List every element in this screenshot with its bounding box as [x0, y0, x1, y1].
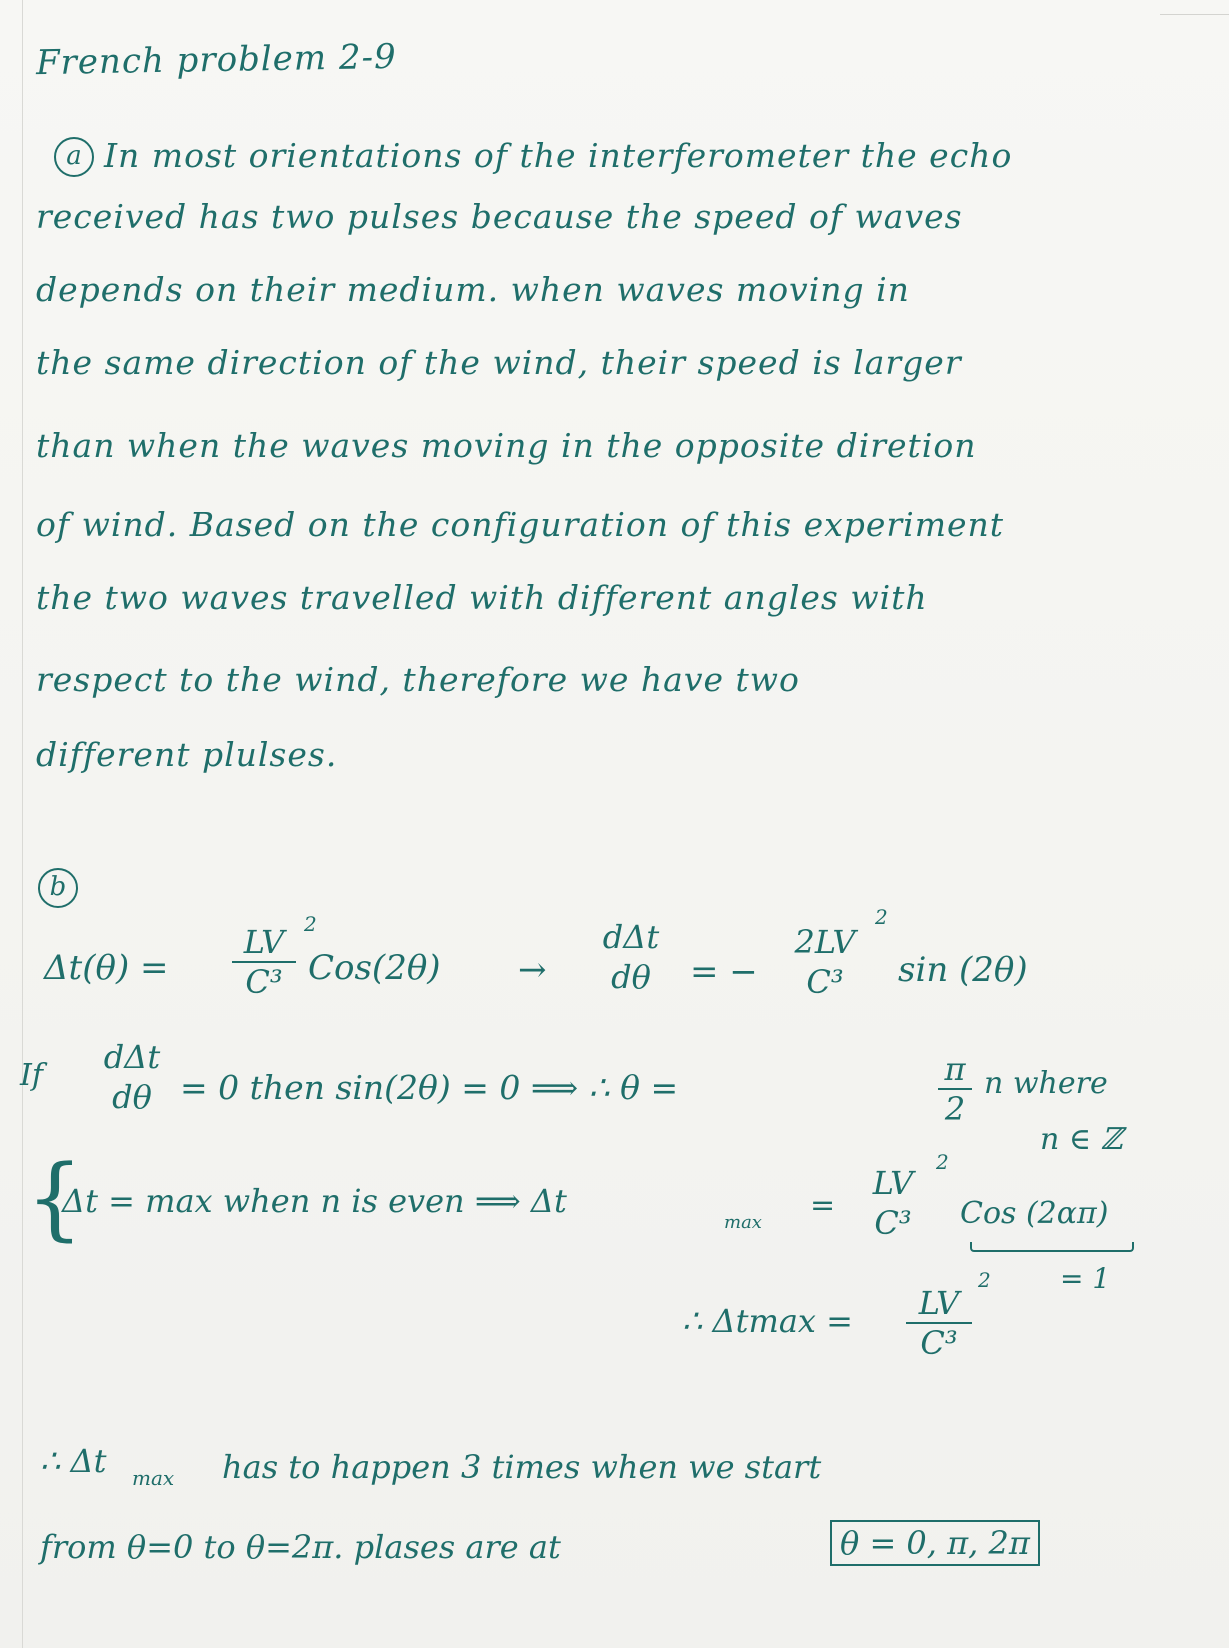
case-brace: { — [26, 1146, 84, 1251]
page-edge-line — [22, 0, 23, 1648]
eq1-derivative — [586, 920, 676, 994]
part-b-label: b — [38, 868, 78, 908]
page-title: French problem 2-9 — [35, 36, 397, 84]
part-a-line-8: respect to the wind, therefore we have two — [36, 660, 800, 699]
eq1-lhs: Δt(θ) = — [44, 948, 169, 988]
boxed-answer: θ = 0, π, 2π — [830, 1520, 1040, 1566]
equals-one: = 1 — [1060, 1262, 1111, 1295]
therefore-denominator: C³ — [920, 1324, 958, 1362]
if-rest: = 0 then sin(2θ) = 0 ⟹ ∴ θ = — [180, 1068, 679, 1107]
pi-numerator: π — [944, 1050, 966, 1088]
eq1-sin: sin (2θ) — [898, 950, 1028, 990]
therefore-numerator: LV — [918, 1284, 960, 1322]
case-cos: Cos (2απ) — [960, 1196, 1109, 1231]
part-a-line-3: depends on their medium. when waves moving in — [36, 270, 910, 309]
part-a-line-5: than when the waves moving in the opposite diretion — [36, 426, 977, 465]
conclusion-line-1: has to happen 3 times when we start — [222, 1448, 822, 1486]
eq1-rhs-numerator: 2LV — [794, 923, 856, 961]
eq1-derivative-den: dθ — [611, 958, 651, 996]
case-fraction — [858, 1166, 928, 1240]
part-a-label: a — [54, 137, 94, 177]
n-where: n where — [984, 1066, 1108, 1101]
part-a-line-6: of wind. Based on the configuration of this experiment — [36, 505, 1005, 544]
eq1-rhs-exponent: 2 — [875, 905, 888, 929]
eq1-arrow: → — [518, 950, 547, 990]
eq1-denominator: C³ — [245, 963, 283, 1001]
part-a-line-9: different plulses. — [36, 735, 338, 774]
case-denominator: C³ — [874, 1204, 912, 1242]
eq1-rhs-fraction — [784, 925, 866, 999]
if-derivative-den: dθ — [112, 1078, 152, 1116]
case-line: Δt = max when n is even ⟹ Δt — [62, 1182, 567, 1220]
pi-denominator: 2 — [944, 1090, 966, 1128]
therefore-delta-max: ∴ Δtmax = — [682, 1302, 853, 1340]
eq1-cos: Cos(2θ) — [308, 948, 441, 988]
conclusion-delta: ∴ Δt — [40, 1442, 107, 1480]
case-subscript: max — [724, 1212, 762, 1233]
conclusion-subscript: max — [132, 1466, 175, 1490]
n-in-z: n ∈ ℤ — [1040, 1122, 1123, 1157]
cos-underbrace — [970, 1242, 1134, 1252]
eq1-exponent: 2 — [304, 912, 317, 936]
if-derivative-num: dΔt — [103, 1038, 161, 1076]
therefore-fraction — [906, 1286, 972, 1360]
eq1-numerator: LV — [243, 923, 285, 961]
case-equals: = — [810, 1188, 836, 1223]
if-derivative — [90, 1040, 174, 1114]
part-a-line-7: the two waves travelled with different angles with — [36, 578, 928, 617]
part-a-line-1: In most orientations of the interferometer the echo — [104, 136, 1013, 175]
case-exponent: 2 — [936, 1150, 949, 1174]
eq1-rhs-denominator: C³ — [806, 963, 844, 1001]
therefore-exponent: 2 — [978, 1268, 991, 1292]
case-numerator: LV — [872, 1164, 914, 1202]
part-a-line-4: the same direction of the wind, their speed is larger — [36, 343, 962, 382]
eq1-fraction — [232, 925, 296, 999]
part-a-line-2: received has two pulses because the speed of waves — [36, 197, 963, 236]
eq1-equals-minus: = − — [690, 952, 758, 992]
pi-fraction — [938, 1052, 972, 1126]
page-top-line — [1160, 14, 1229, 15]
if-word: If — [20, 1058, 43, 1093]
conclusion-line-2: from θ=0 to θ=2π. plases are at — [40, 1528, 561, 1566]
eq1-derivative-num: dΔt — [602, 918, 660, 956]
